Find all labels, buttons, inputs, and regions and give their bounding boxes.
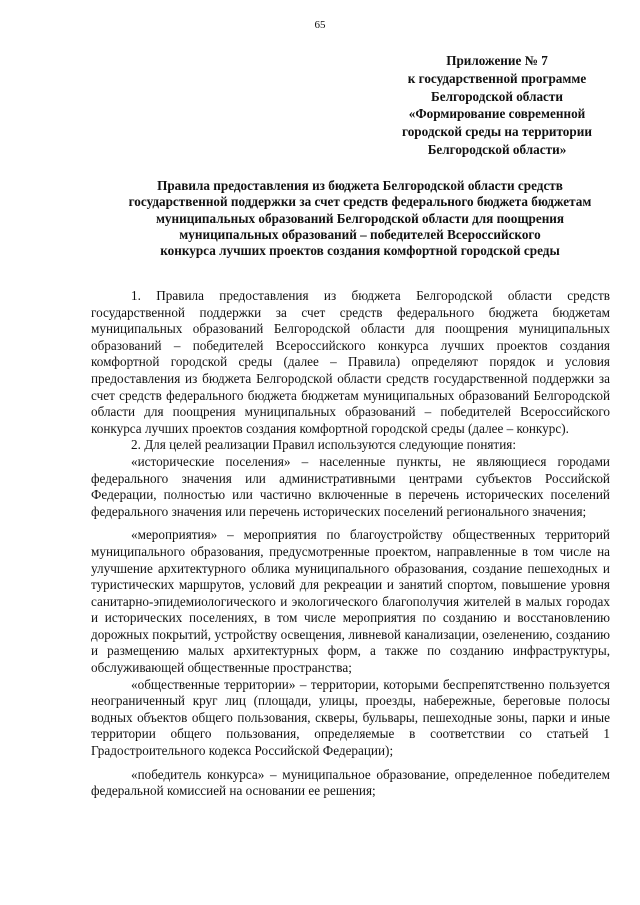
appendix-line: Белгородской области <box>431 88 563 104</box>
title-line: муниципальных образований – победителей Всероссийского <box>179 226 541 242</box>
appendix-line: Приложение № 7 <box>446 53 548 68</box>
title-line: государственной поддержки за счет средств федерального бюджета бюджетам <box>128 194 592 210</box>
document-title <box>80 178 640 259</box>
paragraph-definitions-intro: 2. Для целей реализации Правил используются следующие понятия: <box>131 437 516 453</box>
paragraph-historic-settlements: «исторические поселения» – населенные пункты, не являющиеся городами федерального значения или административными центрами субъектов Российской Федерации, полностью или частично включенные в перечень исторических поселений федерального значения или перечень исторических поселений регионального значения; <box>91 453 610 519</box>
title-line: конкурса лучших проектов создания комфортной городской среды <box>160 243 560 259</box>
appendix-header <box>372 52 622 159</box>
title-line: Правила предоставления из бюджета Белгородской области средств <box>157 178 563 193</box>
page-number: 65 <box>314 19 326 31</box>
appendix-line: Белгородской области» <box>427 141 567 157</box>
appendix-line: «Формирование современной <box>408 106 586 122</box>
document-body <box>91 288 610 800</box>
appendix-line: городской среды на территории <box>402 124 592 140</box>
paragraph-public-territories: «общественные территории» – территории, которыми беспрепятственно пользуется неограниченный круг лиц (площади, улицы, проезды, набережные, береговые полосы водных объектов общего пользования, скверы, бульвары, пешеходные зоны, парки и иные территории общего пользования, определяемые в соответствии со статьей 1 Градостроительного кодекса Российской Федерации); <box>91 676 610 759</box>
paragraph-measures: «мероприятия» – мероприятия по благоустройству общественных территорий муниципального образования, предусмотренные проектом, направленные в том числе на улучшение архитектурного облика муниципального образования, создание пешеходных и туристических маршрутов, условий для рекреации и занятий спортом, повышение уровня санитарно-эпидемиологического и экологического благополучия жителей в малых городах и исторических поселениях, в том числе мероприятия по созданию и восстановлению дорожных покрытий, устройству освещения, ливневой канализации, озеленению, созданию и размещению малых архитектурных форм, а также по созданию инфраструктуры, обслуживающей общественные пространства; <box>91 527 610 676</box>
paragraph-competition-winner: «победитель конкурса» – муниципальное образование, определенное победителем федеральной комиссией на основании ее решения; <box>91 766 610 799</box>
appendix-line: к государственной программе <box>407 70 587 86</box>
paragraph-rules-purpose: 1. Правила предоставления из бюджета Белгородской области средств государственной поддержки за счет средств федерального бюджета бюджетам муниципальных образований Белгородской области для поощрения муниципальных образований – победителей Всероссийского конкурса лучших проектов создания комфортной городской среды (далее – Правила) определяют порядок и условия предоставления из бюджета Белгородской области средств государственной поддержки за счет средств федерального бюджета бюджетам муниципальных образований Белгородской области для поощрения муниципальных образований – победителей Всероссийского конкурса лучших проектов создания комфортной городской среды (далее – конкурс). <box>91 288 610 436</box>
title-line: муниципальных образований Белгородской области для поощрения <box>155 210 565 226</box>
